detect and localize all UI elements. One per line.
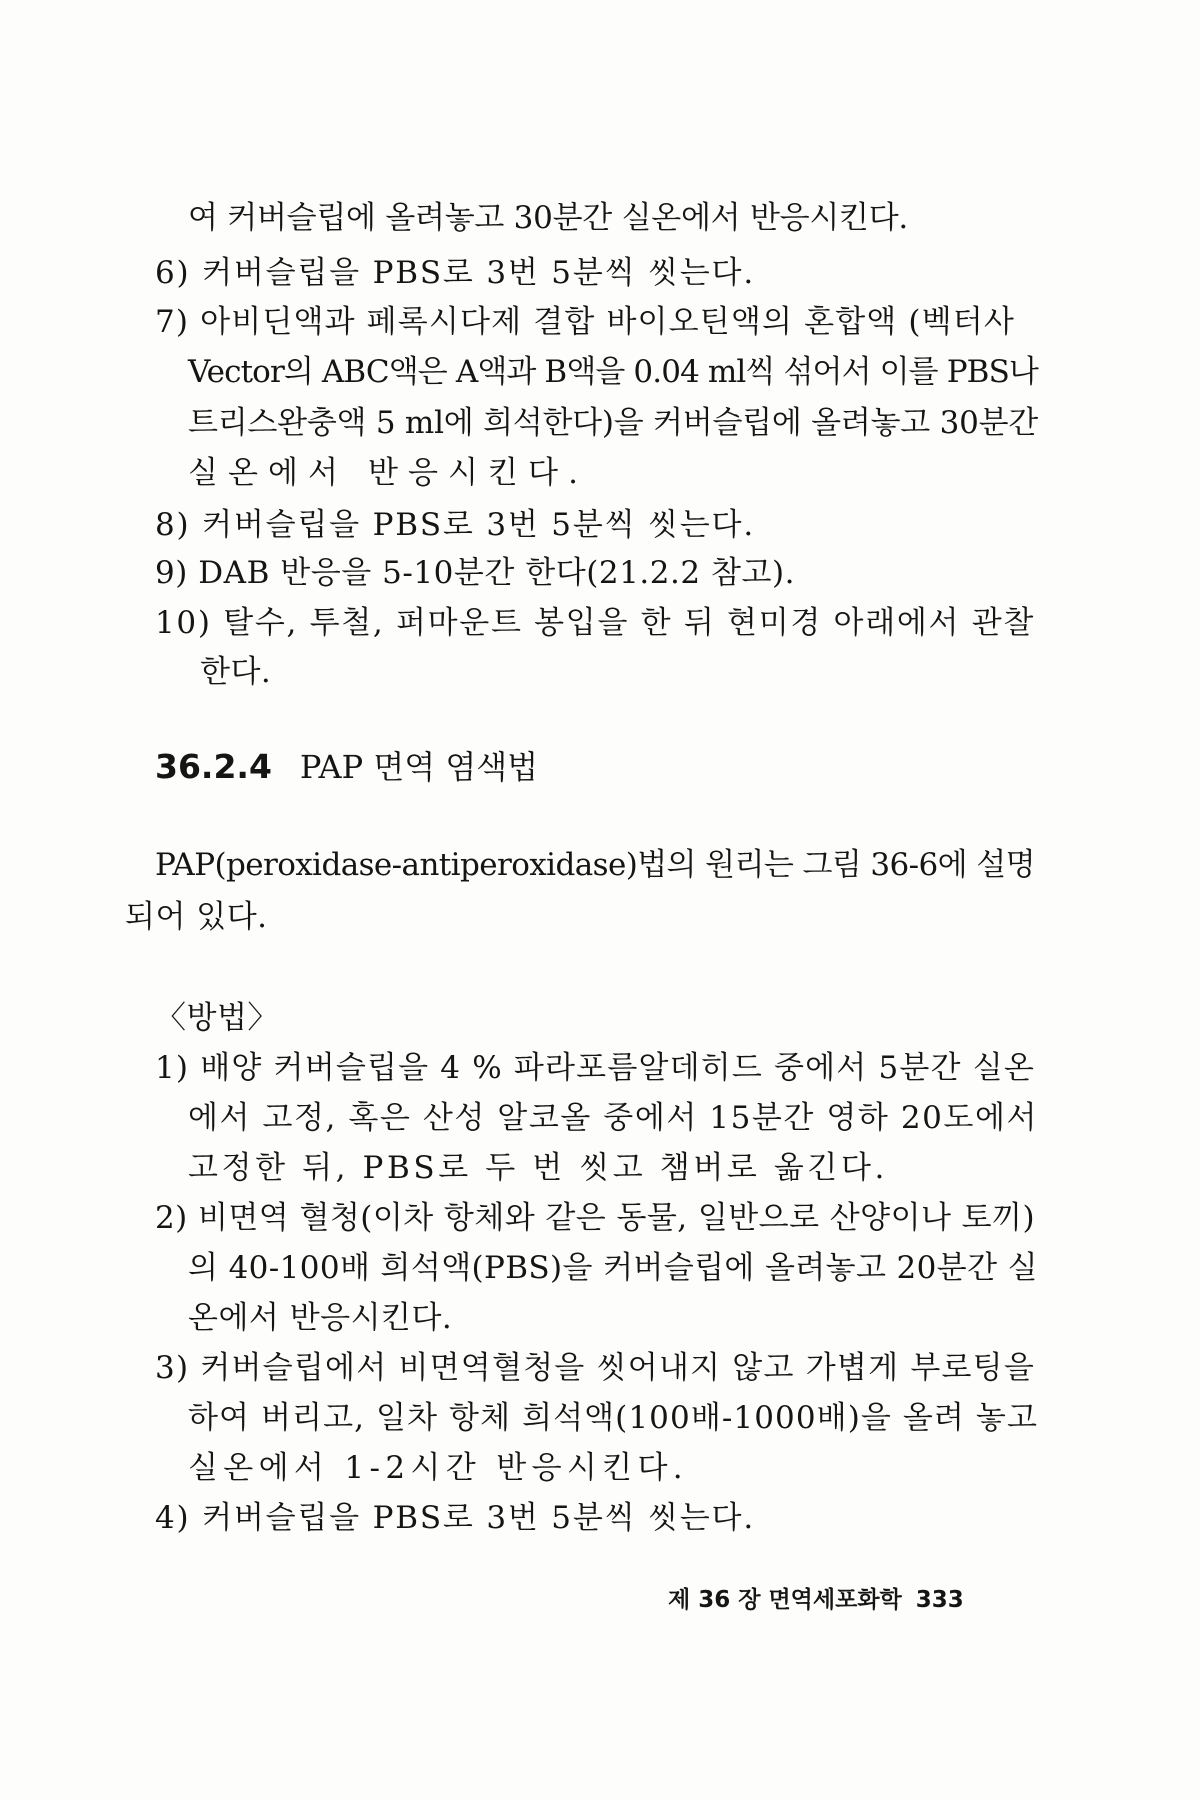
text-line: 실온에서 1-2시간 반응시킨다. — [188, 1450, 688, 1486]
list-item: 1) 배양 커버슬립을 4 % 파라포름알데히드 중에서 5분간 실온 — [155, 1050, 1035, 1086]
text-line: 트리스완충액 5 ml에 희석한다)을 커버슬립에 올려놓고 30분간 — [188, 405, 1038, 441]
text-line: 한다. — [200, 654, 272, 690]
list-item: 3) 커버슬립에서 비면역혈청을 씻어내지 않고 가볍게 부로팅을 — [155, 1350, 1035, 1386]
list-item: 2) 비면역 혈청(이차 항체와 같은 동물, 일반으로 산양이나 토끼) — [155, 1200, 1035, 1236]
section-heading — [155, 745, 538, 789]
text-line: 여 커버슬립에 올려놓고 30분간 실온에서 반응시킨다. — [188, 200, 908, 236]
text-line: 온에서 반응시킨다. — [188, 1300, 453, 1336]
text-line: 고정한 뒤, PBS로 두 번 씻고 챔버로 옮긴다. — [188, 1150, 888, 1186]
list-item: 9) DAB 반응을 5-10분간 한다(21.2.2 참고). — [155, 555, 795, 591]
text-line: 에서 고정, 혹은 산성 알코올 중에서 15분간 영하 20도에서 — [188, 1100, 1038, 1136]
list-item: 6) 커버슬립을 PBS로 3번 5분씩 씻는다. — [155, 255, 755, 291]
section-title: PAP 면역 염색법 — [299, 748, 539, 786]
text-line: 하여 버리고, 일차 항체 희석액(100배-1000배)을 올려 놓고 — [188, 1400, 1038, 1436]
paragraph-line: PAP(peroxidase-antiperoxidase)법의 원리는 그림 36-6에 설명 — [155, 847, 1035, 883]
list-item: 7) 아비딘액과 페록시다제 결합 바이오틴액의 혼합액 (벡터사 — [155, 304, 1015, 340]
list-item: 8) 커버슬립을 PBS로 3번 5분씩 씻는다. — [155, 507, 755, 543]
paragraph-line: 되어 있다. — [125, 899, 268, 935]
method-label: 〈방법〉 — [155, 1000, 279, 1036]
page-footer — [668, 1585, 964, 1615]
text-line: Vector의 ABC액은 A액과 B액을 0.04 ml씩 섞어서 이를 PBS나 — [188, 354, 1038, 390]
list-item: 4) 커버슬립을 PBS로 3번 5분씩 씻는다. — [155, 1500, 755, 1536]
text-line: 실온에서 반응시킨다. — [188, 455, 588, 491]
section-number: 36.2.4 — [155, 747, 272, 786]
chapter-title: 제 36 장 면역세포화학 — [668, 1587, 902, 1613]
list-item: 10) 탈수, 투철, 퍼마운트 봉입을 한 뒤 현미경 아래에서 관찰 — [155, 605, 1035, 641]
text-line: 의 40-100배 희석액(PBS)을 커버슬립에 올려놓고 20분간 실 — [188, 1250, 1038, 1286]
page-number: 333 — [915, 1587, 964, 1613]
